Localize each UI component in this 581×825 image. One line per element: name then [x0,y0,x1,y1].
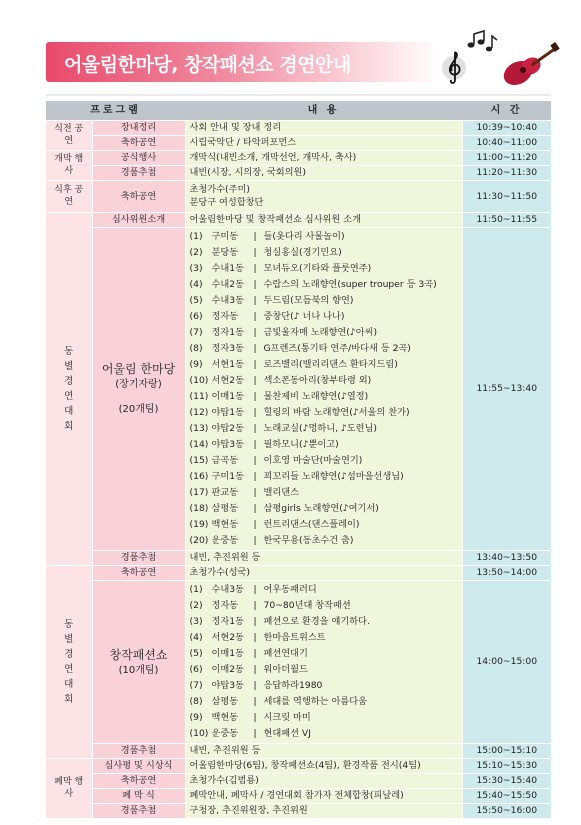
item-number: (17) [189,486,209,498]
program-cell: 심사평 및 시상식 [92,758,185,773]
music-decoration [440,28,560,88]
item-separator: | [253,695,257,707]
program-cell: 축하공연 [92,180,185,212]
content-cell: 내빈(시장, 시의장, 국회의원) [185,165,462,180]
list-item [190,662,458,678]
list-item [190,229,458,245]
item-text: 들(옷다리 사물놀이) [263,230,345,242]
item-dong: 운중동 [211,534,239,546]
table-row [46,580,551,743]
table-header-row [46,101,551,120]
page-title: 어울림한마당, 창작패션쇼 경연안내 [64,54,351,76]
item-separator: | [253,615,257,627]
schedule-table [46,101,551,819]
item-text: 청실홍실(경기민요) [263,246,342,258]
item-text: 현대패션 VJ [263,727,311,739]
item-separator: | [253,342,257,354]
program-subtitle: (장기자랑) [115,379,162,390]
table-row [46,120,551,135]
item-number: (3) [189,615,203,627]
item-text: 삼평girls 노래향연(♪여기서) [263,502,379,514]
content-cell: 폐막안내, 폐막사 / 경연대회 참가자 전체합창(피날레) [185,788,462,803]
item-text: 꾀꼬리들 노래향연(♪섬마을선생님) [263,470,404,482]
time-cell: 10:40~11:00 [462,135,551,150]
item-dong: 금곡동 [211,454,239,466]
item-number: (10) [189,374,209,386]
table-row [46,788,551,803]
item-separator: | [253,454,257,466]
time-cell: 15:10~15:30 [462,758,551,773]
item-dong: 삼평동 [211,695,239,707]
item-separator: | [253,438,257,450]
item-dong: 백현동 [211,711,239,723]
item-separator: | [253,422,257,434]
item-number: (10) [189,727,209,739]
content-cell: 초청가수(김범룡) [185,773,462,788]
item-dong: 수내3동 [211,583,244,595]
list-item [190,357,458,373]
table-row [46,135,551,150]
header-rule [46,94,551,96]
list-item [190,325,458,341]
time-cell: 10:39~10:40 [462,120,551,135]
content-line: 초청가수(주미) [189,184,250,195]
item-number: (2) [189,246,203,258]
table-row [46,550,551,565]
item-number: (8) [189,342,203,354]
item-text: 한마음트위스트 [263,631,326,643]
list-item [190,309,458,325]
item-dong: 서현2동 [211,374,244,386]
item-text: 금빛울자매 노래향연(♪아씨) [263,326,378,338]
list-item [190,533,458,549]
content-cell: 어울림한마당(6팀), 창작패션쇼(4팀), 환경작품 전시(4팀) [185,758,462,773]
category-cell-blank [46,212,92,565]
program-cell: 장내정리 [92,120,185,135]
content-line: 분당구 여성합창단 [189,197,264,208]
category-cell: 개막 행사 [46,150,92,180]
table-row [46,227,551,550]
program-cell: 심사위원소개 [92,212,185,227]
category-cell: 식전 공연 [46,120,92,150]
time-cell: 15:50~16:00 [462,803,551,818]
content-cell: 개막식(내빈소개, 개막선언, 개막사, 축사) [185,150,462,165]
list-item [190,389,458,405]
item-separator: | [253,599,257,611]
item-dong: 분당동 [211,246,239,258]
content-cell [185,580,462,743]
header-time: 시 간 [462,101,551,120]
time-cell: 15:30~15:40 [462,773,551,788]
content-cell: 어울림한마당 및 창작패션쇼 심사위원 소개 [185,212,462,227]
item-text: 밸리댄스 [263,486,300,498]
item-separator: | [253,294,257,306]
program-cell: 축하공연 [92,565,185,580]
item-separator: | [253,727,257,739]
program-cell: 축하공연 [92,773,185,788]
item-text: 섹소폰동아리(창부타령 외) [263,374,372,386]
item-dong: 백현동 [211,518,239,530]
item-dong: 판교동 [211,486,239,498]
program-count: (10개팀) [118,664,159,676]
header-content: 내 용 [185,101,462,120]
item-number: (15) [189,454,209,466]
program-cell: 경품추첨 [92,803,185,818]
category-label: 동별 경연대회 [64,345,74,432]
item-number: (9) [189,711,203,723]
item-number: (18) [189,502,209,514]
time-cell: 11:20~11:30 [462,165,551,180]
table-row [46,150,551,165]
treble-clef-icon [442,52,466,83]
item-separator: | [253,502,257,514]
item-separator: | [253,647,257,659]
item-separator: | [253,631,257,643]
item-text: 로즈밸리(밸리리댄스 환타지드림) [263,358,398,370]
list-item [190,421,458,437]
program-title: 창작패션쇼 [109,647,168,662]
item-number: (12) [189,406,209,418]
list-item [190,582,458,598]
item-dong: 서현1동 [211,358,244,370]
item-separator: | [253,406,257,418]
time-cell: 14:00~15:00 [462,580,551,743]
item-text: 70~80년대 창작패션 [263,599,351,611]
table-row [46,180,551,212]
content-cell: 내빈, 추진위원 등 [185,743,462,758]
item-number: (1) [189,230,203,242]
item-dong: 서현2동 [211,631,244,643]
item-dong: 정자1동 [211,326,244,338]
item-number: (8) [189,695,203,707]
content-cell: 시립국악단 / 타악퍼포먼스 [185,135,462,150]
item-dong: 야탑3동 [211,438,244,450]
content-cell [185,227,462,550]
item-text: 두드림(모듬북의 향연) [263,294,354,306]
item-number: (9) [189,358,203,370]
table-row [46,165,551,180]
title-banner [46,42,440,82]
table-row [46,565,551,580]
program-cell: 공식행사 [92,150,185,165]
item-separator: | [253,711,257,723]
item-number: (4) [189,631,203,643]
item-text: G프렌즈(통기타 연주/바다새 등 2곡) [263,342,411,354]
item-number: (5) [189,294,203,306]
item-text: 어우동패러디 [263,583,317,595]
item-separator: | [253,230,257,242]
category-cell: 폐막 행사 [46,758,92,818]
item-dong: 정자동 [211,599,239,611]
list-item [190,517,458,533]
list-item [190,437,458,453]
guitar-icon [500,42,560,88]
item-separator: | [253,583,257,595]
time-cell: 13:40~13:50 [462,550,551,565]
item-number: (14) [189,438,209,450]
table-row [46,758,551,773]
item-separator: | [253,518,257,530]
item-text: 응답하라1980 [263,679,323,691]
item-text: 워아더월드 [263,663,308,675]
list-item [190,726,458,742]
item-separator: | [253,374,257,386]
item-text: 물찬제비 노래향연(♪열정) [263,390,369,402]
item-dong: 야탑1동 [211,406,244,418]
program-cell: 경품추첨 [92,165,185,180]
item-dong: 운중동 [211,727,239,739]
item-separator: | [253,534,257,546]
item-dong: 정자1동 [211,615,244,627]
content-cell: 구청장, 추진위원장, 추진위원 [185,803,462,818]
item-dong: 이매1동 [211,647,244,659]
time-cell: 15:40~15:50 [462,788,551,803]
item-number: (6) [189,663,203,675]
item-text: 이호영 마술단(마술연기) [263,454,363,466]
time-cell: 13:50~14:00 [462,565,551,580]
content-cell: 사회 안내 및 장내 정리 [185,120,462,135]
list-item [190,245,458,261]
item-text: 패션연대기 [263,647,308,659]
item-dong: 이매2동 [211,663,244,675]
list-item [190,341,458,357]
time-cell: 11:55~13:40 [462,227,551,550]
item-dong: 삼평동 [211,502,239,514]
time-cell: 11:00~11:20 [462,150,551,165]
list-item [190,694,458,710]
category-cell: 식후 공연 [46,180,92,212]
item-separator: | [253,663,257,675]
list-item [190,469,458,485]
category-cell-blank [46,565,92,758]
item-text: 모녀듀오(기타와 플룻연주) [263,262,372,274]
program-cell: 경품추첨 [92,550,185,565]
list-item [190,293,458,309]
list-item [190,485,458,501]
item-number: (1) [189,583,203,595]
item-number: (11) [189,390,209,402]
item-separator: | [253,679,257,691]
item-separator: | [253,262,257,274]
list-item [190,373,458,389]
header-program: 프로그램 [46,101,185,120]
item-number: (19) [189,518,209,530]
list-item [190,710,458,726]
list-item [190,405,458,421]
item-text: 수랍스의 노래향연(super trouper 등 3곡) [263,278,437,290]
item-dong: 수내1동 [211,262,244,274]
program-cell: 경품추첨 [92,743,185,758]
item-dong: 야탑3동 [211,679,244,691]
program-cell: 축하공연 [92,135,185,150]
list-item [190,614,458,630]
item-text: 세대를 역행하는 아름다움 [263,695,367,707]
item-separator: | [253,310,257,322]
table-row [46,212,551,227]
item-number: (4) [189,278,203,290]
item-dong: 구미1동 [211,470,244,482]
content-cell: 내빈, 추진위원 등 [185,550,462,565]
item-dong: 구미동 [211,230,239,242]
item-separator: | [253,470,257,482]
list-item [190,453,458,469]
table-row [46,743,551,758]
item-dong: 정자동 [211,310,239,322]
item-text: 런트리댄스(댄스플레이) [263,518,360,530]
list-item [190,277,458,293]
time-cell: 15:00~15:10 [462,743,551,758]
item-text: 힐링의 바람 노래향연(♪서울의 찬가) [263,406,410,418]
item-text: 한국무용(동초수건 춤) [263,534,354,546]
item-dong: 수내3동 [211,294,244,306]
item-dong: 이매1동 [211,390,244,402]
program-cell: 폐 막 식 [92,788,185,803]
program-count: (20개팀) [118,404,159,415]
list-item [190,646,458,662]
item-number: (6) [189,310,203,322]
item-number: (5) [189,647,203,659]
program-title: 어울림 한마당 [101,362,176,376]
item-separator: | [253,390,257,402]
list-item [190,501,458,517]
list-item [190,678,458,694]
time-cell: 11:30~11:50 [462,180,551,212]
item-number: (2) [189,599,203,611]
music-note-icon [468,31,498,51]
item-text: 시크릿 마미 [263,711,311,723]
program-cell [92,580,185,743]
category-label: 동별 경연대회 [64,618,74,705]
item-separator: | [253,358,257,370]
item-number: (16) [189,470,209,482]
item-separator: | [253,486,257,498]
item-separator: | [253,326,257,338]
time-cell: 11:50~11:55 [462,212,551,227]
item-text: 노래교실(♪멍하니, ♪도련님) [263,422,378,434]
list-item [190,261,458,277]
item-text: 패션으로 환경을 얘기하다. [263,615,370,627]
item-number: (7) [189,679,203,691]
item-dong: 야탑2동 [211,422,244,434]
program-cell [92,227,185,550]
table-row [46,803,551,818]
content-cell: 초청가수(성국) [185,565,462,580]
item-separator: | [253,246,257,258]
list-item [190,630,458,646]
content-cell [185,180,462,212]
item-separator: | [253,278,257,290]
item-number: (20) [189,534,209,546]
item-number: (7) [189,326,203,338]
item-text: 필하모니(♪뿐이고) [263,438,339,450]
item-dong: 수내2동 [211,278,244,290]
item-dong: 정자3동 [211,342,244,354]
item-number: (3) [189,262,203,274]
table-row [46,773,551,788]
item-number: (13) [189,422,209,434]
item-text: 중창단(♪ 너나 나나) [263,310,345,322]
list-item [190,598,458,614]
